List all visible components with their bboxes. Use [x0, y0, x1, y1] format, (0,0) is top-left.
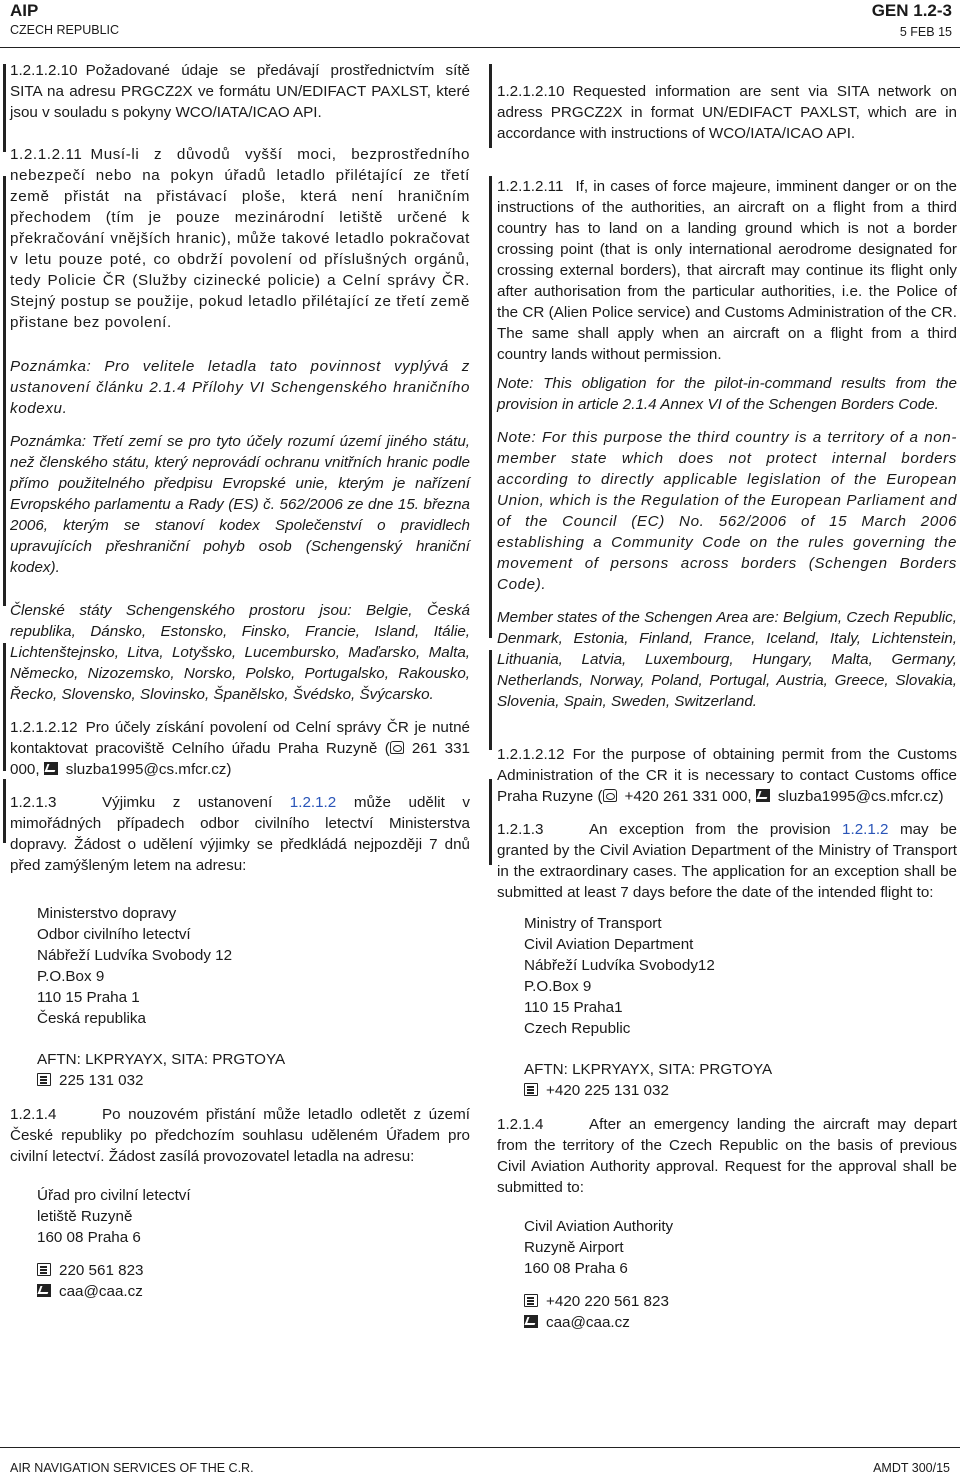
header-section: GEN 1.2-3	[871, 1, 952, 20]
change-bar	[489, 176, 492, 638]
phone-icon	[390, 741, 404, 754]
mail-icon	[44, 762, 58, 775]
fax-icon	[524, 1083, 538, 1096]
paragraph-1-2-1-2-12: 1.2.1.2.12 Pro účely získání povolení od Celní správy ČR je nutné kontaktovat pracoviště Celního úřadu Praha Ruzyně ( 261 331 000, sluzba1995@cs.mfcr.cz)	[10, 719, 471, 778]
paragraph-1-2-1-2-10-en: 1.2.1.2.10 Requested information are sent via SITA network on adress PRGCZ2X in format UN/EDIFACT PAXLST, which are in accordance with instructions of WCO/IATA/ICAO API.	[497, 83, 957, 142]
note-pilot-obligation: Poznámka: Pro velitele letadla tato povinnost vyplývá z ustanovení článku 2.1.4 Přílohy VI Schengenského hraničního kodexu.	[10, 358, 470, 417]
change-bar	[489, 64, 492, 148]
schengen-members-en: Member states of the Schengen Area are: Belgium, Czech Republic, Denmark, Estonia, Finland, France, Iceland, Italy, Lichtenstein, Lithuania, Latvia, Luxembourg, Hungary, Malta, Germany, Netherlands, Norway, Poland, Portugal, Austria, Greece, Slovakia, Slovenia, Spain, Sweden, Switzerland.	[497, 609, 957, 710]
change-bar	[3, 779, 6, 843]
note-third-country-en: Note: For this purpose the third country is a territory of a non-member state which does not protect internal borders according to directly applicable legislation of the European Union, which is the Regulation of the European Parliament and of the Council (EC) No. 562/2006 of 15 March 2006 establishing a Community Code on the rules governing the movement of persons across borders (Schengen Borders Code).	[497, 429, 957, 593]
footer-amendment: AMDT 300/15	[873, 1461, 950, 1475]
header-date: 5 FEB 15	[899, 25, 952, 39]
paragraph-1-2-1-2-10: 1.2.1.2.10 Požadované údaje se předávají prostřednictvím sítě SITA na adresu PRGCZ2X ve formátu UN/EDIFACT PAXLST, které jsou v souladu s pokyny WCO/IATA/ICAO API.	[10, 62, 470, 121]
change-bar	[3, 64, 6, 152]
ministry-address: Ministerstvo dopravy Odbor civilního letectví Nábřeží Ludvíka Svobody 12 P.O.Box 9 110 15 Praha 1 Česká republika	[37, 905, 233, 1027]
ministry-address-en: Ministry of Transport Civil Aviation Department Nábřeží Ludvíka Svobody12 P.O.Box 9 110 15 Praha1 Czech Republic	[524, 915, 715, 1037]
change-bar	[489, 779, 492, 865]
customs-phone: 261 331 000,	[10, 740, 471, 778]
paragraph-1-2-1-3: 1.2.1.3 Výjimku z ustanovení 1.2.1.2 může udělit v mimořádných případech odbor civilního letectví Ministerstva dopravy. Žádost o udělení výjimky se předkládá nejpozději 7 dnů před zamýšleným letem na adresu:	[10, 794, 470, 874]
provision-link-en[interactable]: 1.2.1.2	[842, 821, 889, 838]
schengen-members: Členské státy Schengenského prostoru jsou: Belgie, Česká republika, Dánsko, Estonsko, Finsko, Francie, Island, Itálie, Lichtenštejnsko, Litva, Lotyšsko, Lucembursko, Maďarsko, Malta, Německo, Nizozemsko, Norsko, Polsko, Portugalsko, Rakousko, Řecko, Slovensko, Slovinsko, Španělsko, Švédsko, Švýcarsko.	[10, 602, 470, 703]
header-rule	[0, 47, 960, 48]
customs-email[interactable]: sluzba1995@cs.mfcr.cz)	[65, 761, 232, 778]
mail-icon	[37, 1284, 51, 1297]
caa-email-en[interactable]: caa@caa.cz	[546, 1314, 630, 1331]
change-bar	[3, 176, 6, 606]
note-pilot-obligation-en: Note: This obligation for the pilot-in-command results from the provision in article 2.1.4 Annex VI of the Schengen Borders Code.	[497, 375, 957, 413]
caa-contacts-en: +420 220 561 823 caa@caa.cz	[524, 1291, 957, 1333]
note-third-country: Poznámka: Třetí zemí se pro tyto účely rozumí území jiného státu, než členského státu, který neprovádí ochranu vnitřních hranic podle přímo použitelného předpisu Evropské unie, kterým je nařízení Evropského parlamentu a Rady (ES) č. 562/2006 ze dne 15. března 2006, kterým se stanoví kodex Společenství o pravidlech upravujících přeshraniční pohyb osob (Schengenský hraniční kodex).	[10, 433, 470, 576]
change-bar	[3, 643, 6, 771]
mail-icon	[756, 789, 770, 802]
paragraph-1-2-1-2-11: 1.2.1.2.11 Musí-li z důvodů vyšší moci, bezprostředního nebezpečí nebo na pokyn úřadů letadlo přilétající ze třetí země přistát na přistávací ploše, která není hraničním přechodem (tím je pouze mezinárodní letiště určené k překračování vnějších hranic), může takové letadlo pokračovat v letu pouze poté, co obdrží povolení od příslušných orgánů, tedy Policie ČR (Služby cizinecké policie) a Celní správy ČR. Stejný postup se použije, pokud letadlo přilétající ze třetí země přistane bez povolení.	[10, 146, 470, 331]
page-header	[0, 0, 960, 46]
paragraph-1-2-1-2-11-en: 1.2.1.2.11 If, in cases of force majeure, imminent danger or on the instructions of the authorities, an aircraft on a flight from a third country has to land on a landing ground which is not a border crossing point (that is only international aerodrome designated for crossing external borders), that aircraft may continue its flight only after authorisation from the particular authorities, i.e. the Police of the CR (Alien Police service) and Customs Administration of the CR. The same shall apply when an aircraft on a flight from a third country lands without permission.	[497, 178, 957, 363]
english-column	[497, 81, 957, 1353]
caa-contacts: 220 561 823 caa@caa.cz	[37, 1260, 470, 1302]
header-country: CZECH REPUBLIC	[10, 23, 120, 37]
mail-icon	[524, 1315, 538, 1328]
paragraph-1-2-1-3-en: 1.2.1.3 An exception from the provision 1.2.1.2 may be granted by the Civil Aviation Department of the Ministry of Transport in the extraordinary cases. The application for an exception shall be submitted at least 7 days before the date of the intended flight to:	[497, 821, 957, 901]
change-bar	[489, 650, 492, 750]
header-aip: AIP	[10, 1, 39, 20]
caa-address: Úřad pro civilní letectví letiště Ruzyně 160 08 Praha 6	[37, 1187, 191, 1246]
fax-icon	[524, 1294, 538, 1307]
paragraph-1-2-1-2-12-en: 1.2.1.2.12 For the purpose of obtaining permit from the Customs Administration of the CR it is necessary to contact Customs office Praha Ruzyne ( +420 261 331 000, sluzba1995@cs.mfcr.cz)	[497, 746, 957, 805]
caa-address-en: Civil Aviation Authority Ruzyně Airport 160 08 Praha 6	[524, 1218, 674, 1277]
footer-rule	[0, 1447, 960, 1448]
phone-icon	[603, 789, 617, 802]
ministry-contacts-en: AFTN: LKPRYAYX, SITA: PRGTOYA +420 225 131 032	[524, 1061, 773, 1099]
paragraph-1-2-1-4: 1.2.1.4 Po nouzovém přistání může letadlo odletět z území České republiky po předchozím souhlasu uděleném Úřadem pro civilní letectví. Žádost zasílá provozovatel letadla na adresu:	[10, 1106, 470, 1165]
fax-icon	[37, 1073, 51, 1086]
paragraph-1-2-1-4-en: 1.2.1.4 After an emergency landing the aircraft may depart from the territory of the Czech Republic on the basis of previous Civil Aviation Authority approval. Request for the approval shall be submitted to:	[497, 1116, 957, 1196]
fax-icon	[37, 1263, 51, 1276]
footer-publisher: AIR NAVIGATION SERVICES OF THE C.R.	[10, 1461, 254, 1475]
customs-email-en[interactable]: sluzba1995@cs.mfcr.cz)	[777, 788, 944, 805]
czech-column	[10, 60, 470, 1322]
provision-link[interactable]: 1.2.1.2	[289, 794, 337, 811]
caa-email[interactable]: caa@caa.cz	[59, 1283, 143, 1300]
customs-phone-en: +420 261 331 000,	[624, 788, 752, 805]
ministry-contacts: AFTN: LKPRYAYX, SITA: PRGTOYA 225 131 032	[37, 1051, 286, 1089]
